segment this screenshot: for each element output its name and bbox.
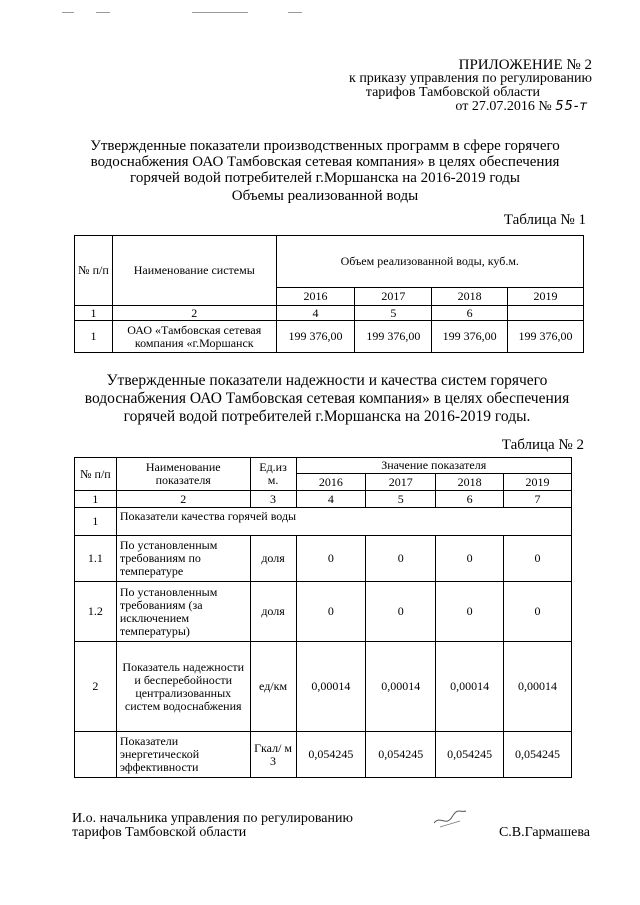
- row-value: 0,00014: [436, 642, 504, 732]
- row-value: 0: [436, 536, 504, 582]
- row-indicator: По установленным требованиям по температуре: [116, 536, 250, 582]
- heading1-line3: горячей водой потребителей г.Моршанска на 2016-2019 годы: [130, 170, 520, 186]
- table-row: [75, 582, 572, 642]
- heading-reliability: [62, 372, 592, 426]
- index-cell: 7: [504, 491, 572, 508]
- row-value: 0: [366, 536, 436, 582]
- subheading-water-volumes: Объемы реализованной воды: [231, 188, 419, 204]
- appendix-line3: [349, 100, 588, 114]
- col-header-num: № п/п: [75, 236, 113, 306]
- row-unit: доля: [250, 582, 296, 642]
- year-header: 2016: [276, 288, 355, 306]
- appendix-line2: тарифов Тамбовской области: [365, 85, 540, 100]
- row-value: 0,00014: [296, 642, 366, 732]
- row-unit: Гкал/ м 3: [250, 732, 296, 778]
- row-value: 0: [296, 582, 366, 642]
- row-value: 0,054245: [504, 732, 572, 778]
- scan-mark: [288, 12, 302, 13]
- table-row: [75, 642, 572, 732]
- table-row: [75, 536, 572, 582]
- table-water-volumes: [74, 235, 584, 353]
- year-header: 2018: [432, 288, 508, 306]
- signature-icon: [430, 805, 470, 835]
- row-num: 1.1: [75, 536, 117, 582]
- index-cell: 4: [276, 306, 355, 321]
- year-header: 2018: [436, 474, 504, 491]
- index-cell: 6: [436, 491, 504, 508]
- heading1-line2: водоснабжения ОАО Тамбовская сетевая компания» в целях обеспечения: [90, 154, 560, 170]
- year-header: 2017: [355, 288, 432, 306]
- row-unit: доля: [250, 536, 296, 582]
- row-value: 0: [296, 536, 366, 582]
- scan-mark: [192, 12, 248, 13]
- order-number: 55-т: [555, 99, 588, 114]
- table-reliability: [74, 457, 572, 778]
- signer-name: С.В.Гармашева: [498, 825, 590, 840]
- row-value: 0: [504, 582, 572, 642]
- index-cell: 5: [355, 306, 432, 321]
- footer-line1: И.о. начальника управления по регулированию: [72, 811, 353, 826]
- index-cell: [508, 306, 584, 321]
- row-indicator: По установленным требованиям (за исключением температуры): [116, 582, 250, 642]
- scan-mark: [96, 12, 110, 13]
- row-value: 199 376,00: [508, 321, 584, 353]
- col-header-unit: Ед.из м.: [250, 458, 296, 491]
- row-num: 1: [75, 321, 113, 353]
- row-system-name: ОАО «Тамбовская сетевая компания «г.Моршанск: [112, 321, 276, 353]
- row-num: 1.2: [75, 582, 117, 642]
- table1-label: Таблица № 1: [503, 212, 586, 228]
- row-value: 0,00014: [366, 642, 436, 732]
- section-num: 1: [75, 508, 117, 536]
- col-header-value: Значение показателя: [296, 458, 572, 474]
- index-cell: 6: [432, 306, 508, 321]
- index-cell: 3: [250, 491, 296, 508]
- appendix-line1: к приказу управления по регулированию: [349, 71, 592, 86]
- table-section-row: [75, 508, 572, 536]
- index-cell: 2: [116, 491, 250, 508]
- col-header-num: № п/п: [75, 458, 117, 491]
- row-value: 0,054245: [436, 732, 504, 778]
- section-title: Показатели качества горячей воды: [116, 508, 571, 536]
- index-cell: 5: [366, 491, 436, 508]
- heading2-line2: водоснабжения ОАО Тамбовская сетевая компания» в целях обеспечения: [84, 390, 570, 407]
- row-value: 0,054245: [366, 732, 436, 778]
- year-header: 2019: [508, 288, 584, 306]
- row-value: 0: [504, 536, 572, 582]
- row-value: 0,054245: [296, 732, 366, 778]
- scan-mark: [62, 12, 74, 13]
- table-row: [75, 732, 572, 778]
- row-value: 199 376,00: [276, 321, 355, 353]
- heading2-line1: Утвержденные показатели надежности и качества систем горячего: [106, 372, 548, 389]
- row-indicator: Показатели энергетической эффективности: [116, 732, 250, 778]
- table-row: [75, 321, 584, 353]
- col-header-system: Наименование системы: [112, 236, 276, 306]
- row-num: 2: [75, 642, 117, 732]
- row-value: 0: [436, 582, 504, 642]
- index-cell: 1: [75, 491, 117, 508]
- year-header: 2016: [296, 474, 366, 491]
- index-cell: 4: [296, 491, 366, 508]
- appendix-date: от 27.07.2016 №: [455, 99, 552, 114]
- heading1-line1: Утвержденные показатели производственных программ в сфере горячего: [90, 138, 560, 154]
- row-indicator: Показатель надежности и бесперебойности централизованных систем водоснабжения: [116, 642, 250, 732]
- heading2-line3: горячей водой потребителей г.Моршанска на 2016-2019 годы.: [123, 408, 531, 425]
- row-value: 0,00014: [504, 642, 572, 732]
- footer-line2: тарифов Тамбовской области: [72, 825, 247, 840]
- year-header: 2017: [366, 474, 436, 491]
- index-cell: 1: [75, 306, 113, 321]
- index-cell: 2: [112, 306, 276, 321]
- footer-position: [72, 812, 353, 840]
- year-header: 2019: [504, 474, 572, 491]
- row-num: [75, 732, 117, 778]
- col-header-indicator: Наименование показателя: [116, 458, 250, 491]
- row-value: 199 376,00: [355, 321, 432, 353]
- row-value: 0: [366, 582, 436, 642]
- row-unit: ед/км: [250, 642, 296, 732]
- col-header-volume: Объем реализованной воды, куб.м.: [276, 236, 583, 288]
- appendix-title: ПРИЛОЖЕНИЕ № 2: [458, 57, 592, 73]
- row-value: 199 376,00: [432, 321, 508, 353]
- table2-label: Таблица № 2: [501, 437, 584, 453]
- heading-production-programs: [60, 138, 590, 186]
- appendix-header: [349, 58, 592, 114]
